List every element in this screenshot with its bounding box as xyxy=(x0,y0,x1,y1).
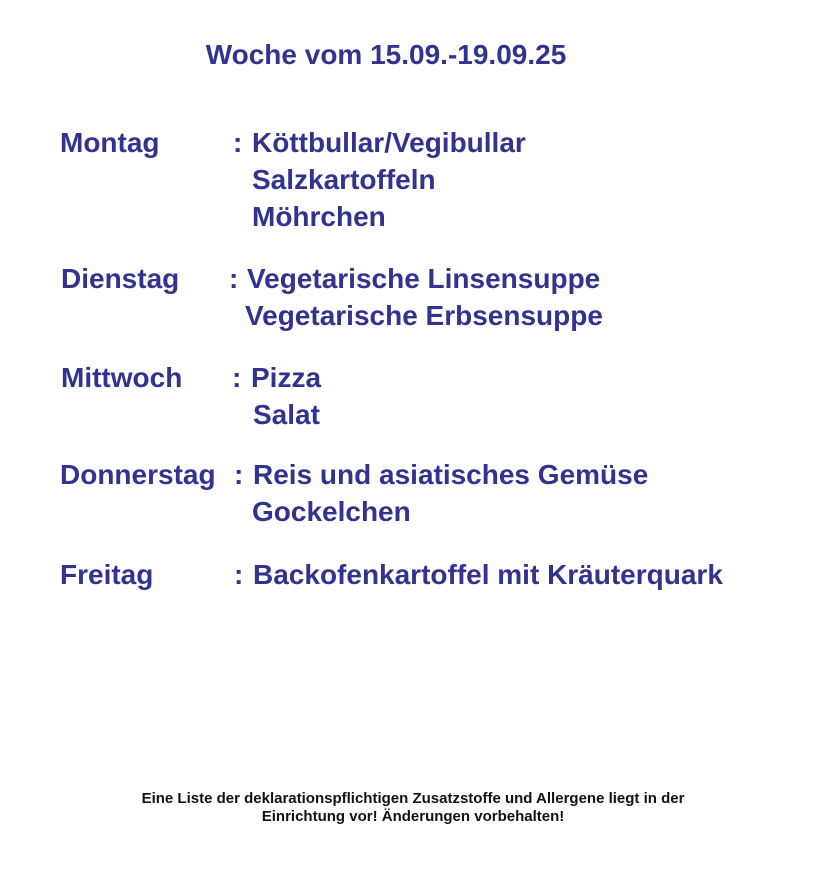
day-separator: : xyxy=(234,559,244,590)
dish-item: Salat xyxy=(253,399,320,430)
dish-item: Backofenkartoffel mit Kräuterquark xyxy=(253,559,723,590)
dish-item: Möhrchen xyxy=(252,201,386,232)
dish-item: Salzkartoffeln xyxy=(252,164,436,195)
day-thursday xyxy=(0,456,838,530)
day-name: Dienstag xyxy=(61,263,180,294)
dish-item: Köttbullar/Vegibullar xyxy=(252,127,526,158)
day-separator: : xyxy=(234,459,244,490)
day-friday xyxy=(0,556,838,593)
dish-item: Vegetarische Erbsensuppe xyxy=(245,300,603,331)
dish-item: Pizza xyxy=(251,362,322,393)
allergen-notice-line: Einrichtung vor! Änderungen vorbehalten! xyxy=(261,808,565,825)
day-tuesday xyxy=(0,260,838,334)
day-separator: : xyxy=(233,127,243,158)
dish-item: Gockelchen xyxy=(252,496,411,527)
dish-item: Reis und asiatisches Gemüse xyxy=(253,459,649,490)
allergen-notice-line: Eine Liste der deklarationspflichtigen Zusatzstoffe und Allergene liegt in der xyxy=(141,790,685,807)
day-wednesday xyxy=(0,359,838,433)
dish-item: Vegetarische Linsensuppe xyxy=(247,263,601,294)
day-name: Mittwoch xyxy=(61,362,183,393)
page-title: Woche vom 15.09.-19.09.25 xyxy=(205,39,567,70)
day-name: Montag xyxy=(60,127,160,158)
day-separator: : xyxy=(229,263,239,294)
day-separator: : xyxy=(232,362,242,393)
day-name: Freitag xyxy=(60,559,154,590)
day-name: Donnerstag xyxy=(60,459,216,490)
allergen-notice xyxy=(0,790,826,826)
day-monday xyxy=(0,124,838,235)
